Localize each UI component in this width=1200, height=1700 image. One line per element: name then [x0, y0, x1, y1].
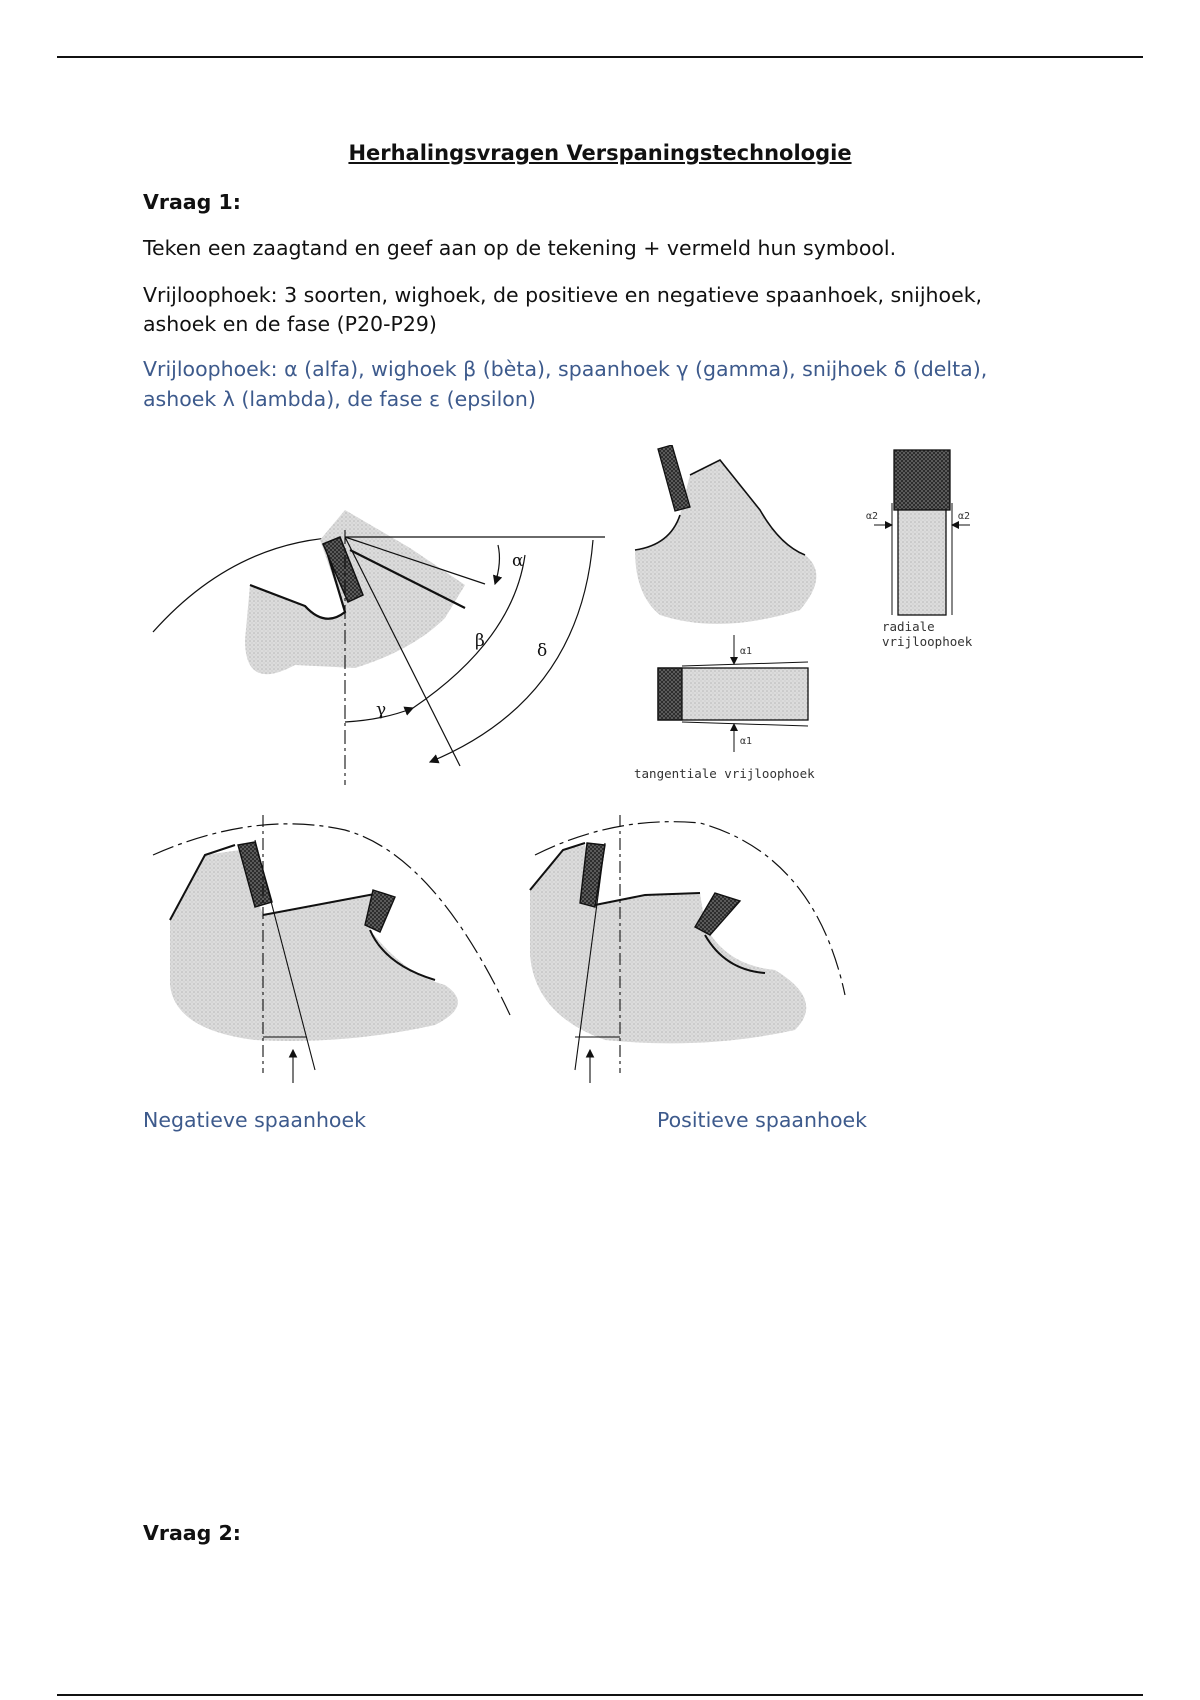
tangential-angle-bottom: α1 — [740, 736, 753, 747]
tangential-clearance-diagram — [630, 630, 865, 785]
tangential-angle-top: α1 — [740, 646, 753, 657]
vraag1-answer-line1: Vrijloophoek: α (alfa), wighoek β (bèta), spaanhoek γ (gamma), snijhoek δ (delta), — [143, 357, 988, 381]
radial-label-line1: radiale — [882, 619, 935, 634]
vraag1-heading: Vraag 1: — [143, 190, 241, 214]
vraag1-question-line1: Vrijloophoek: 3 soorten, wighoek, de positieve en negatieve spaanhoek, snijhoek, — [143, 283, 983, 307]
radial-body — [898, 510, 946, 615]
vraag1-answer-line2: ashoek λ (lambda), de fase ε (epsilon) — [143, 387, 536, 411]
alpha-arc — [495, 545, 499, 584]
positive-rake-diagram — [525, 815, 855, 1090]
tangential-guide-bottom — [682, 722, 808, 726]
vraag1-instruction: Teken een zaagtand en geef aan op de tekening + vermeld hun symbool. — [143, 236, 897, 260]
gamma-label: γ — [376, 700, 387, 720]
negative-body — [170, 850, 458, 1041]
header-rule — [57, 56, 1143, 58]
radial-label-line2: vrijloophoek — [882, 634, 973, 649]
beta-label: β — [475, 631, 485, 651]
tangential-tip — [658, 668, 682, 720]
radial-angle-left: α2 — [866, 511, 879, 522]
positive-body — [530, 845, 806, 1043]
vraag2-heading: Vraag 2: — [143, 1521, 241, 1545]
footer-rule — [57, 1694, 1143, 1696]
tangential-label: tangentiale vrijloophoek — [634, 766, 815, 781]
negative-rake-caption: Negatieve spaanhoek — [143, 1108, 366, 1132]
negative-rake-diagram — [145, 815, 525, 1090]
profile-body — [635, 460, 816, 624]
document-title: Herhalingsvragen Verspaningstechnologie — [348, 141, 852, 165]
delta-label: δ — [537, 641, 548, 661]
radial-angle-right: α2 — [958, 511, 971, 522]
radial-clearance-diagram — [862, 445, 1012, 660]
vraag1-question-line2: ashoek en de fase (P20-P29) — [143, 312, 437, 336]
tooth-profile-sketch — [630, 445, 845, 630]
alpha-label: α — [512, 551, 524, 571]
radial-tip — [894, 450, 950, 510]
saw-tooth-angle-diagram — [145, 500, 615, 795]
profile-tip — [658, 445, 690, 511]
tangential-guide-top — [682, 662, 808, 666]
positive-rake-caption: Positieve spaanhoek — [657, 1108, 867, 1132]
